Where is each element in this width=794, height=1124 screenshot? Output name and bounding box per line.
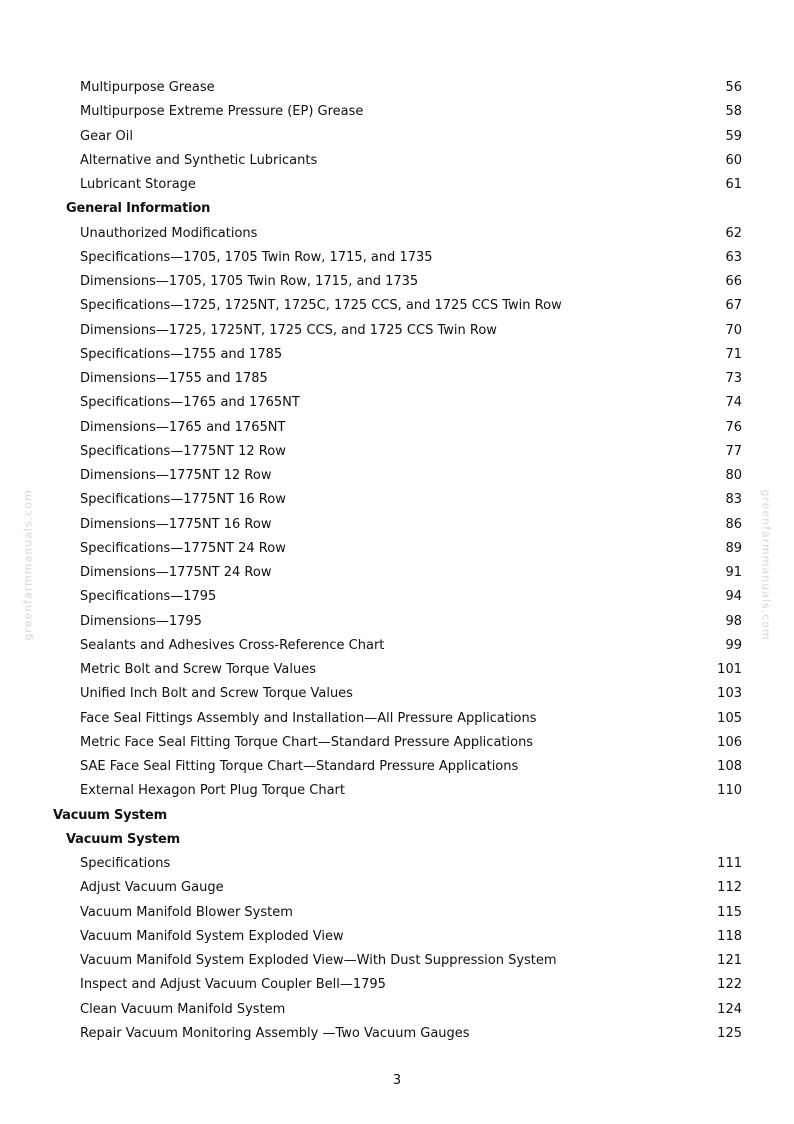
toc-entry-title: Dimensions—1775NT 24 Row <box>80 565 272 580</box>
toc-entry-page: 111 <box>717 856 742 871</box>
toc-entry-title: Dimensions—1795 <box>80 613 202 629</box>
toc-entry[interactable] <box>0 973 794 997</box>
toc-entry-page: 70 <box>725 322 742 338</box>
toc-entry-page: 58 <box>725 104 742 120</box>
toc-entry[interactable] <box>0 707 794 731</box>
toc-entry-page: 86 <box>725 516 742 532</box>
toc-entry[interactable] <box>0 949 794 973</box>
toc-entry-title: Specifications—1775NT 12 Row <box>80 443 286 459</box>
toc-entry[interactable] <box>0 149 794 173</box>
toc-entry[interactable] <box>0 343 794 367</box>
toc-entry-title: Specifications—1755 and 1785 <box>80 346 283 362</box>
toc-entry-title: Metric Bolt and Screw Torque Values <box>80 662 316 677</box>
toc-section-heading[interactable] <box>0 197 794 221</box>
toc-entry-page: 76 <box>725 419 742 435</box>
toc-entry[interactable] <box>0 391 794 415</box>
toc-entry[interactable] <box>0 100 794 124</box>
toc-entry-page: 94 <box>725 589 742 605</box>
toc-entry-title: Lubricant Storage <box>80 177 196 192</box>
toc-entry-title: Alternative and Synthetic Lubricants <box>80 152 318 168</box>
toc-section-heading[interactable] <box>0 828 794 852</box>
toc-entry-page: 67 <box>725 298 742 314</box>
toc-entry[interactable] <box>0 537 794 561</box>
toc-entry[interactable] <box>0 294 794 318</box>
toc-entry[interactable] <box>0 682 794 706</box>
toc-entry-page: 118 <box>717 928 742 944</box>
toc-entry-page: 115 <box>717 904 742 920</box>
toc-entry-page: 63 <box>725 249 742 265</box>
toc-entry-page: 59 <box>725 128 742 144</box>
toc-entry-page: 74 <box>725 395 742 411</box>
toc-entry[interactable] <box>0 1022 794 1046</box>
toc-entry-title: Dimensions—1755 and 1785 <box>80 371 268 386</box>
toc-entry-title: Specifications—1795 <box>80 589 217 605</box>
toc-entry[interactable] <box>0 270 794 294</box>
toc-entry-page: 62 <box>725 225 742 241</box>
toc-entry-title: Specifications—1705, 1705 Twin Row, 1715, and 1735 <box>80 249 433 265</box>
toc-entry-page: 73 <box>725 371 742 386</box>
toc-chapter-heading[interactable] <box>0 804 794 828</box>
toc-entry[interactable] <box>0 125 794 149</box>
watermark-right: greenfarmmanuals.com <box>759 489 773 641</box>
toc-entry[interactable] <box>0 222 794 246</box>
toc-entry[interactable] <box>0 852 794 876</box>
toc-entry[interactable] <box>0 731 794 755</box>
toc-entry[interactable] <box>0 658 794 682</box>
toc-entry-page: 122 <box>717 977 742 993</box>
toc-entry-title: Vacuum Manifold System Exploded View <box>80 928 344 944</box>
toc-entry-title: Face Seal Fittings Assembly and Installation—All Pressure Applications <box>80 710 537 726</box>
table-of-contents <box>0 76 794 1046</box>
toc-entry-title: Dimensions—1775NT 12 Row <box>80 468 272 483</box>
toc-entry[interactable] <box>0 585 794 609</box>
toc-entry-title: Dimensions—1705, 1705 Twin Row, 1715, and 1735 <box>80 274 419 289</box>
toc-entry[interactable] <box>0 561 794 585</box>
toc-entry[interactable] <box>0 998 794 1022</box>
toc-entry-title: Vacuum System <box>53 807 167 823</box>
toc-entry-page: 66 <box>725 274 742 289</box>
toc-entry[interactable] <box>0 76 794 100</box>
toc-entry-page: 89 <box>725 540 742 556</box>
toc-entry[interactable] <box>0 173 794 197</box>
toc-entry-title: Inspect and Adjust Vacuum Coupler Bell—1795 <box>80 977 386 993</box>
toc-entry-page: 103 <box>717 686 742 702</box>
toc-entry-title: Dimensions—1725, 1725NT, 1725 CCS, and 1725 CCS Twin Row <box>80 322 497 338</box>
toc-entry-page: 61 <box>725 177 742 192</box>
toc-entry-title: SAE Face Seal Fitting Torque Chart—Standard Pressure Applications <box>80 759 519 774</box>
toc-entry[interactable] <box>0 367 794 391</box>
toc-entry[interactable] <box>0 488 794 512</box>
toc-entry-page: 98 <box>725 613 742 629</box>
toc-entry[interactable] <box>0 634 794 658</box>
toc-entry-title: Vacuum Manifold System Exploded View—With Dust Suppression System <box>80 953 557 968</box>
toc-entry-page: 106 <box>717 734 742 750</box>
toc-entry-title: Clean Vacuum Manifold System <box>80 1001 286 1017</box>
toc-entry-title: Specifications—1775NT 24 Row <box>80 540 286 556</box>
toc-entry-page: 101 <box>717 662 742 677</box>
toc-entry[interactable] <box>0 416 794 440</box>
toc-entry[interactable] <box>0 876 794 900</box>
toc-entry[interactable] <box>0 925 794 949</box>
toc-entry-title: Dimensions—1765 and 1765NT <box>80 419 286 435</box>
toc-entry-page: 110 <box>717 783 742 799</box>
toc-entry-title: Specifications <box>80 856 171 871</box>
toc-entry-page: 121 <box>717 953 742 968</box>
toc-entry-page: 91 <box>725 565 742 580</box>
toc-entry-title: Adjust Vacuum Gauge <box>80 880 224 896</box>
toc-entry-title: Specifications—1725, 1725NT, 1725C, 1725 CCS, and 1725 CCS Twin Row <box>80 298 562 314</box>
toc-entry[interactable] <box>0 440 794 464</box>
toc-entry-page: 71 <box>725 346 742 362</box>
toc-entry-title: Dimensions—1775NT 16 Row <box>80 516 272 532</box>
toc-entry-title: Metric Face Seal Fitting Torque Chart—Standard Pressure Applications <box>80 734 534 750</box>
toc-entry-title: Vacuum Manifold Blower System <box>80 904 293 920</box>
toc-entry-title: Unified Inch Bolt and Screw Torque Values <box>80 686 353 702</box>
toc-entry-page: 125 <box>717 1025 742 1041</box>
toc-entry-page: 77 <box>725 443 742 459</box>
toc-entry-title: Gear Oil <box>80 128 133 144</box>
toc-entry-title: Unauthorized Modifications <box>80 225 258 241</box>
toc-entry[interactable] <box>0 319 794 343</box>
toc-entry-page: 124 <box>717 1001 742 1017</box>
toc-entry[interactable] <box>0 246 794 270</box>
toc-entry-page: 83 <box>725 492 742 508</box>
toc-entry-title: Vacuum System <box>66 831 180 847</box>
toc-entry-title: Multipurpose Extreme Pressure (EP) Grease <box>80 104 364 120</box>
toc-entry-page: 80 <box>725 468 742 483</box>
toc-entry-title: Sealants and Adhesives Cross-Reference Chart <box>80 637 385 653</box>
toc-entry[interactable] <box>0 755 794 779</box>
toc-entry[interactable] <box>0 901 794 925</box>
toc-entry-title: External Hexagon Port Plug Torque Chart <box>80 783 345 799</box>
toc-entry[interactable] <box>0 513 794 537</box>
toc-entry-title: Specifications—1765 and 1765NT <box>80 395 300 411</box>
toc-entry-page: 108 <box>717 759 742 774</box>
toc-entry-title: Specifications—1775NT 16 Row <box>80 492 286 508</box>
toc-entry-title: Repair Vacuum Monitoring Assembly —Two Vacuum Gauges <box>80 1025 470 1041</box>
toc-entry-page: 112 <box>717 880 742 896</box>
watermark-left: greenfarmmanuals.com <box>21 489 35 641</box>
toc-entry[interactable] <box>0 779 794 803</box>
toc-entry-page: 56 <box>725 80 742 95</box>
toc-entry[interactable] <box>0 464 794 488</box>
toc-entry-page: 105 <box>717 710 742 726</box>
toc-entry-page: 60 <box>725 152 742 168</box>
toc-entry-title: Multipurpose Grease <box>80 80 215 95</box>
toc-entry[interactable] <box>0 610 794 634</box>
page-number: 3 <box>392 1073 402 1088</box>
toc-entry-title: General Information <box>66 201 211 217</box>
toc-entry-page: 99 <box>725 637 742 653</box>
